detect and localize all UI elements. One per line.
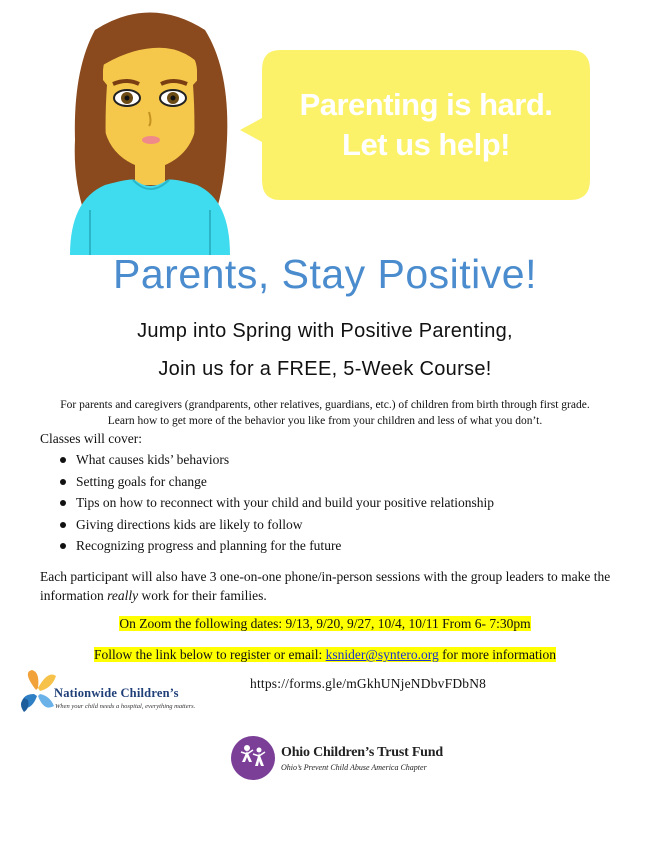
register-highlight bbox=[94, 647, 556, 662]
list-item: Setting goals for change bbox=[40, 473, 494, 495]
dates-text: On Zoom the following dates: 9/13, 9/20, 9/27, 10/4, 10/11 From 6- 7:30pm bbox=[119, 616, 531, 631]
subtitle-free-course: Join us for a FREE, 5-Week Course! bbox=[158, 358, 492, 380]
ohio-trust-fund-logo bbox=[231, 736, 275, 780]
butterfly-icon bbox=[21, 670, 56, 712]
nationwide-tagline: When your child needs a hospital, everything matters. bbox=[55, 703, 196, 710]
register-text-start: Follow the link below to register or email: bbox=[93, 647, 326, 662]
ohio-trust-name: Ohio Children’s Trust Fund bbox=[281, 745, 443, 760]
register-text-end: for more information bbox=[438, 647, 557, 662]
subtitle-spring: Jump into Spring with Positive Parenting, bbox=[137, 320, 513, 342]
bubble-text bbox=[262, 52, 590, 198]
list-item: What causes kids’ behaviors bbox=[40, 451, 494, 473]
page-title: Parents, Stay Positive! bbox=[113, 251, 537, 297]
bubble-line-1: Parenting is hard. bbox=[299, 87, 553, 122]
nationwide-name: Nationwide Children’s bbox=[54, 686, 179, 700]
ohio-trust-tagline: Ohio’s Prevent Child Abuse America Chapter bbox=[281, 763, 427, 772]
register-line bbox=[0, 647, 650, 663]
audience-text: For parents and caregivers (grandparents, other relatives, guardians, etc.) of children from birth through first grade. bbox=[60, 399, 590, 411]
goal-text: Learn how to get more of the behavior you like from your children and less of what you don’t. bbox=[107, 415, 543, 427]
classes-heading: Classes will cover: bbox=[40, 431, 142, 446]
list-item: Recognizing progress and planning for the future bbox=[40, 537, 494, 559]
topics-list bbox=[40, 451, 494, 559]
registration-url[interactable]: https://forms.gle/mGkhUNjeNDbvFDbN8 bbox=[250, 676, 487, 691]
sessions-emphasis: really bbox=[107, 588, 139, 603]
email-link[interactable]: ksnider@syntero.org bbox=[325, 647, 439, 662]
list-item: Tips on how to reconnect with your child and build your positive relationship bbox=[40, 494, 494, 516]
sessions-text-start: Each participant will also have 3 one-on-one phone/in-person sessions with the group leaders to make the information bbox=[40, 569, 611, 603]
sessions-text-end: work for their families. bbox=[138, 588, 267, 603]
list-item: Giving directions kids are likely to follow bbox=[40, 516, 494, 538]
dates-line bbox=[0, 616, 650, 632]
woman-illustration bbox=[55, 0, 245, 255]
sessions-paragraph bbox=[40, 567, 620, 605]
bubble-line-2: Let us help! bbox=[342, 127, 510, 162]
